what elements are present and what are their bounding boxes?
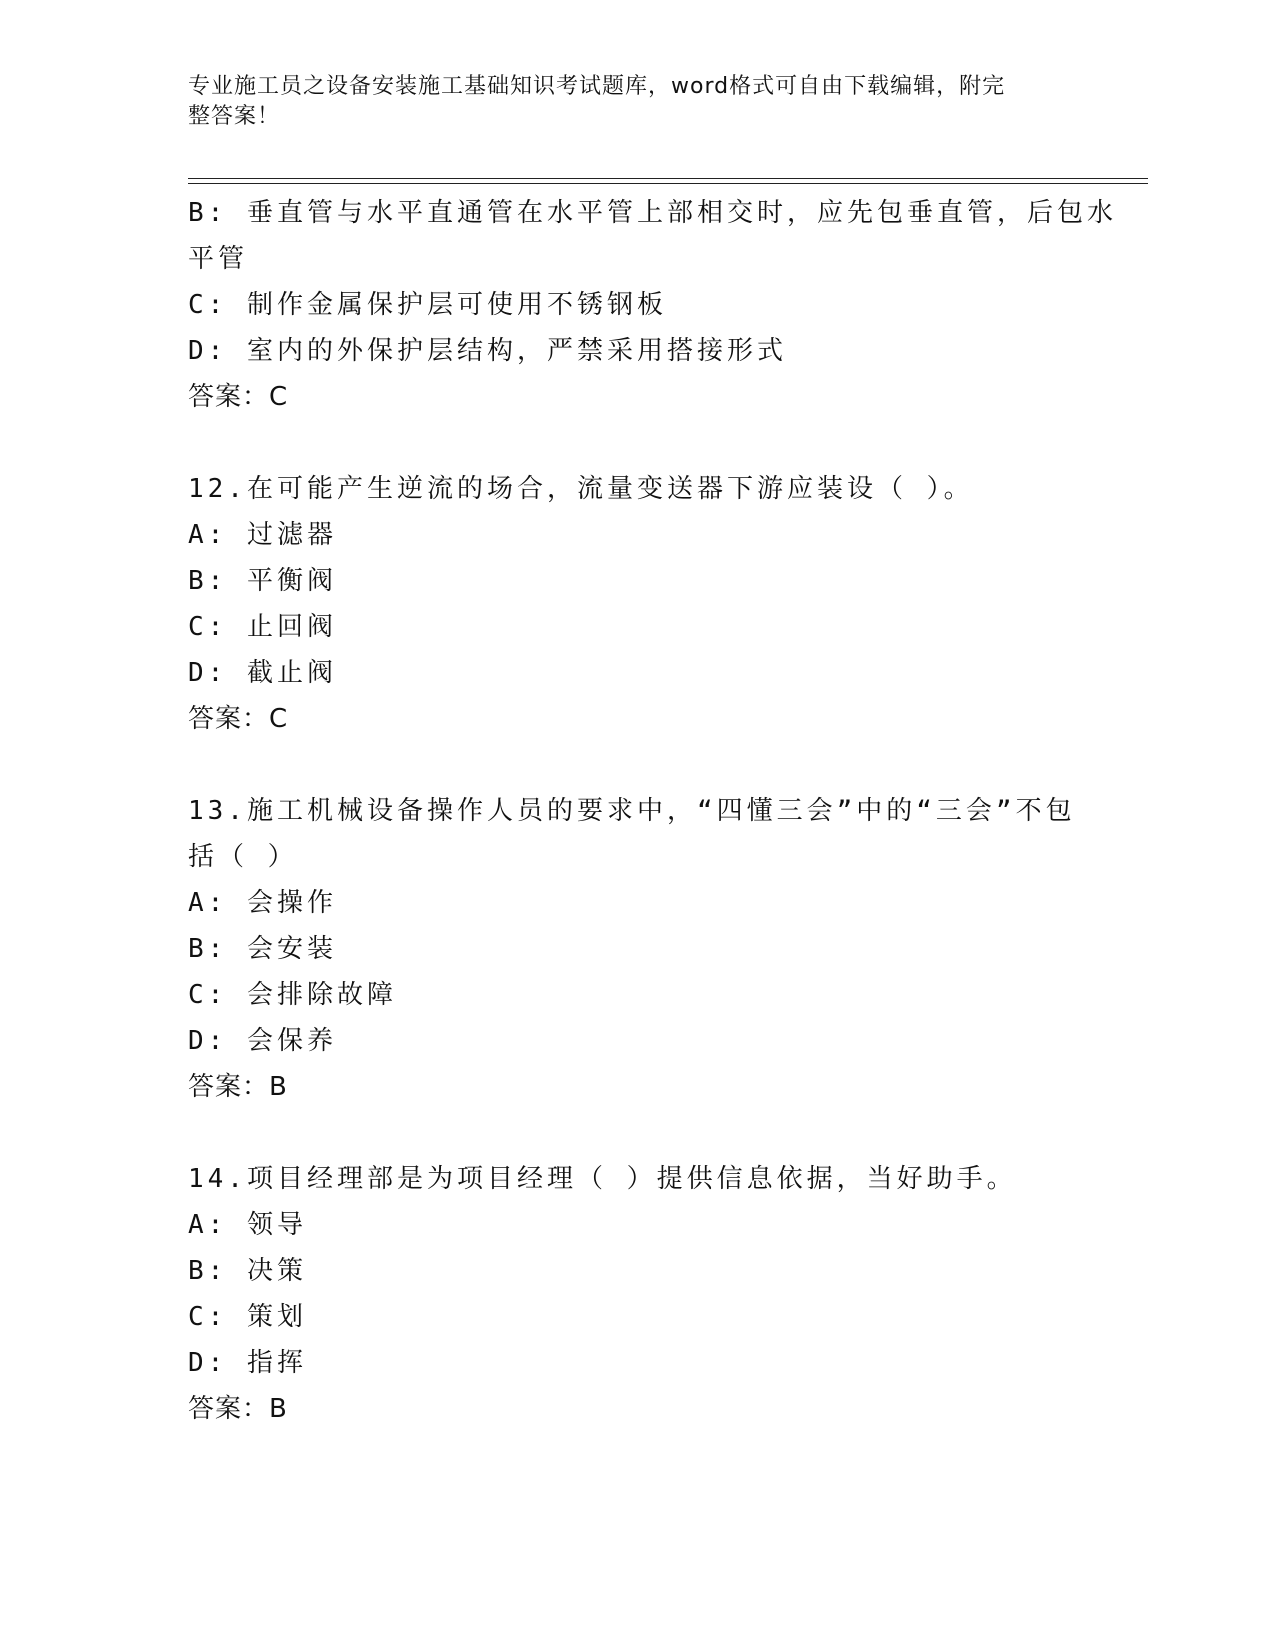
header-line-2: 整答案！: [188, 104, 281, 129]
header-line-1: 专业施工员之设备安装施工基础知识考试题库，word格式可自由下载编辑，附完: [188, 74, 1006, 99]
spacer: [188, 1110, 1088, 1156]
option-b: B: 平衡阀: [188, 566, 337, 596]
spacer: [188, 420, 1088, 466]
option-b: B: 决策: [188, 1256, 307, 1286]
question-stem: 13.施工机械设备操作人员的要求中，“四懂三会”中的“三会”不包: [188, 796, 1076, 826]
spacer: [188, 742, 1088, 788]
option-c: C: 制作金属保护层可使用不锈钢板: [188, 290, 667, 320]
document-header: [188, 72, 1068, 132]
option-b: B: 垂直管与水平直通管在水平管上部相交时，应先包垂直管，后包水: [188, 198, 1117, 228]
question-stem: 12.在可能产生逆流的场合，流量变送器下游应装设（ ）。: [188, 474, 974, 504]
question-block-14: [188, 1156, 1088, 1432]
option-d: D: 截止阀: [188, 658, 337, 688]
question-block-12: [188, 466, 1088, 742]
option-a: A: 领导: [188, 1210, 307, 1240]
question-block-prev: [188, 190, 1117, 420]
question-block-13: [188, 788, 1088, 1110]
option-b-continued: 平管: [188, 244, 249, 274]
answer-label: 答案：B: [188, 1394, 288, 1424]
answer-label: 答案：B: [188, 1072, 288, 1102]
option-d: D: 室内的外保护层结构，严禁采用搭接形式: [188, 336, 787, 366]
option-a: A: 会操作: [188, 888, 337, 918]
header-divider-top: [188, 178, 1148, 179]
question-stem-continued: 括（ ）: [188, 842, 298, 872]
option-c: C: 策划: [188, 1302, 307, 1332]
option-a: A: 过滤器: [188, 520, 337, 550]
question-stem: 14.项目经理部是为项目经理（ ）提供信息依据，当好助手。: [188, 1164, 1017, 1194]
option-d: D: 指挥: [188, 1348, 307, 1378]
answer-label: 答案：C: [188, 704, 289, 734]
header-divider-bottom: [188, 183, 1148, 184]
option-c: C: 会排除故障: [188, 980, 397, 1010]
question-list: [188, 190, 1117, 1432]
option-b: B: 会安装: [188, 934, 337, 964]
option-d: D: 会保养: [188, 1026, 337, 1056]
answer-label: 答案：C: [188, 382, 289, 412]
option-c: C: 止回阀: [188, 612, 337, 642]
